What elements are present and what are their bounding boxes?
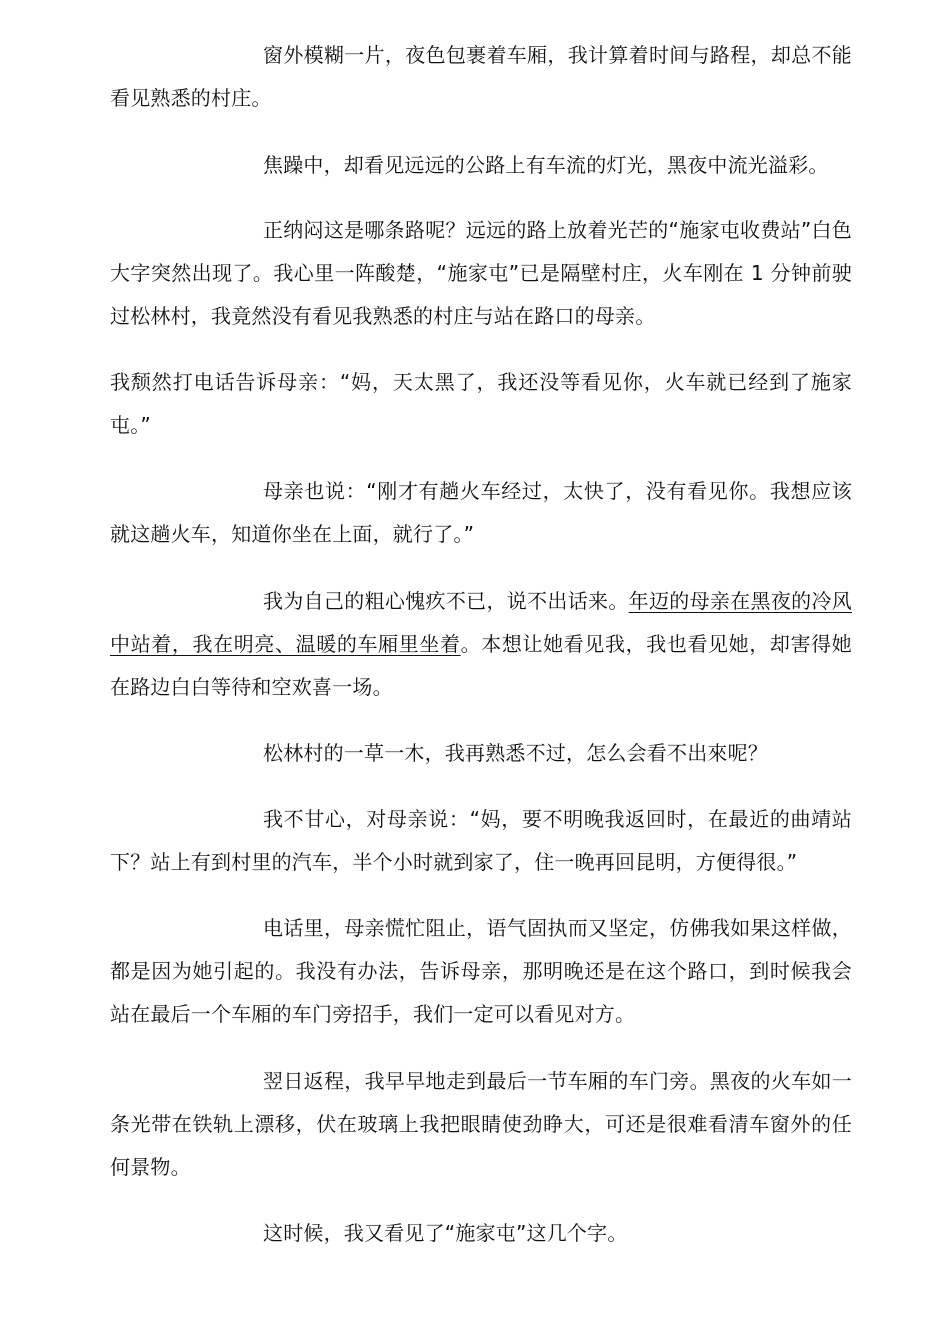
paragraph-5: 母亲也说：“刚才有趟火车经过，太快了，没有看见你。我想应该就这趟火车，知道你坐在上面，就行了。”	[110, 479, 852, 546]
paragraph-3: 正纳闷这是哪条路呢？远远的路上放着光芒的“施家屯收费站”白色大字突然出现了。我心里一阵酸楚，“施家屯”已是隔壁村庄，火车刚在 1 分钟前驶过松林村，我竟然没有看见我熟悉的村庄与站在路口的母亲。	[110, 218, 852, 328]
paragraph-6-text-before: 我为自己的粗心愧疚不已，说不出话来。	[263, 589, 629, 613]
paragraph-11: 这时候，我又看见了“施家屯”这几个字。	[263, 1221, 628, 1245]
paragraph-8: 我不甘心，对母亲说：“妈，要不明晚我返回时，在最近的曲靖站下？站上有到村里的汽车，半个小时就到家了，住一晚再回昆明，方便得很。”	[110, 807, 852, 874]
underlined-sentence: 年迈的母亲在黑夜的冷风中站着，我在明亮、温暖的车厢里坐着	[110, 589, 852, 656]
paragraph-6-text-after: 。本想让她看见我，我也看见她，却害得她在路边白白等待和空欢喜一场。	[110, 632, 852, 699]
paragraph-10: 翌日返程，我早早地走到最后一节车厢的车门旁。黑夜的火车如一条光带在铁轨上漂移，伏在玻璃上我把眼睛使劲睁大，可还是很难看清车窗外的任何景物。	[110, 1069, 852, 1179]
paragraph-7: 松林村的一草一木，我再熟悉不过，怎么会看不出來呢？	[263, 741, 768, 765]
paragraph-6	[110, 580, 852, 709]
paragraph-4: 我颓然打电话告诉母亲：“妈，天太黑了，我还没等看见你，火车就已经到了施家屯。”	[110, 370, 852, 437]
paragraph-1: 窗外模糊一片，夜色包裹着车厢，我计算着时间与路程，却总不能看见熟悉的村庄。	[110, 43, 852, 110]
paragraph-2: 焦躁中，却看见远远的公路上有车流的灯光，黑夜中流光溢彩。	[263, 153, 829, 177]
paragraph-9: 电话里，母亲慌忙阻止，语气固执而又坚定，仿佛我如果这样做，都是因为她引起的。我没有办法，告诉母亲，那明晚还是在这个路口，到时候我会站在最后一个车厢的车门旁招手，我们一定可以看见对方。	[110, 916, 852, 1026]
